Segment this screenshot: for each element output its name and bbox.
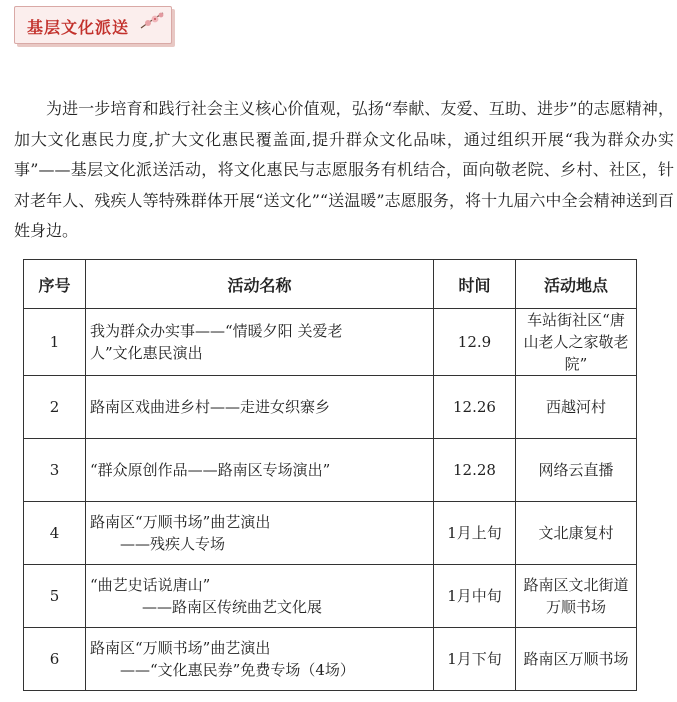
row-no: 6 <box>24 628 86 691</box>
table-row <box>24 439 637 502</box>
row-name-line1: “群众原创作品——路南区专场演出” <box>90 461 331 479</box>
row-no: 5 <box>24 565 86 628</box>
row-name-line2: ——残疾人专场 <box>120 535 226 553</box>
header-no: 序号 <box>24 260 86 309</box>
row-name <box>86 565 434 628</box>
table-row <box>24 309 637 376</box>
row-name-line1: 路南区戏曲进乡村——走进女织寨乡 <box>90 398 331 416</box>
row-name-line1: 我为群众办实事——“情暖夕阳 关爱老 <box>90 322 343 340</box>
row-place: 车站街社区“唐山老人之家敬老院” <box>516 309 637 376</box>
activity-table <box>23 259 637 691</box>
row-name <box>86 439 434 502</box>
row-place: 西越河村 <box>516 376 637 439</box>
header-name: 活动名称 <box>86 260 434 309</box>
row-no: 4 <box>24 502 86 565</box>
table-header-row <box>24 260 637 309</box>
header-place: 活动地点 <box>516 260 637 309</box>
row-time: 12.9 <box>434 309 516 376</box>
row-place: 文北康复村 <box>516 502 637 565</box>
table-row <box>24 376 637 439</box>
row-name-line2: 人”文化惠民演出 <box>90 344 203 362</box>
row-time: 1月上旬 <box>434 502 516 565</box>
row-place: 网络云直播 <box>516 439 637 502</box>
row-no: 1 <box>24 309 86 376</box>
row-time: 12.28 <box>434 439 516 502</box>
row-time: 12.26 <box>434 376 516 439</box>
row-name-line1: 路南区“万顺书场”曲艺演出 <box>90 639 271 657</box>
row-name-line1: “曲艺史话说唐山” <box>90 576 211 594</box>
table-row <box>24 565 637 628</box>
row-no: 3 <box>24 439 86 502</box>
section-banner <box>14 6 172 44</box>
row-place: 路南区文北街道万顺书场 <box>516 565 637 628</box>
row-time: 1月中旬 <box>434 565 516 628</box>
row-name <box>86 502 434 565</box>
row-time: 1月下旬 <box>434 628 516 691</box>
row-name-line2: ——“文化惠民券”免费专场（4场） <box>120 661 355 679</box>
row-name <box>86 628 434 691</box>
row-name-line1: 路南区“万顺书场”曲艺演出 <box>90 513 271 531</box>
row-no: 2 <box>24 376 86 439</box>
row-name <box>86 309 434 376</box>
row-name <box>86 376 434 439</box>
table-row <box>24 502 637 565</box>
header-time: 时间 <box>434 260 516 309</box>
plum-blossom-icon <box>139 10 165 30</box>
row-place: 路南区万顺书场 <box>516 628 637 691</box>
section-title: 基层文化派送 <box>27 18 130 37</box>
table-row <box>24 628 637 691</box>
row-name-line2: ——路南区传统曲艺文化展 <box>142 598 323 616</box>
intro-paragraph: 为进一步培育和践行社会主义核心价值观，弘扬“奉献、友爱、互助、进步”的志愿精神，加大文化惠民力度,扩大文化惠民覆盖面,提升群众文化品味，通过组织开展“我为群众办实事”——基层文化派送活动，将文化惠民与志愿服务有机结合，面向敬老院、乡村、社区，针对老年人、残疾人等特殊群体开展“送文化”“送温暖”志愿服务，将十九届六中全会精神送到百姓身边。 <box>14 99 674 240</box>
